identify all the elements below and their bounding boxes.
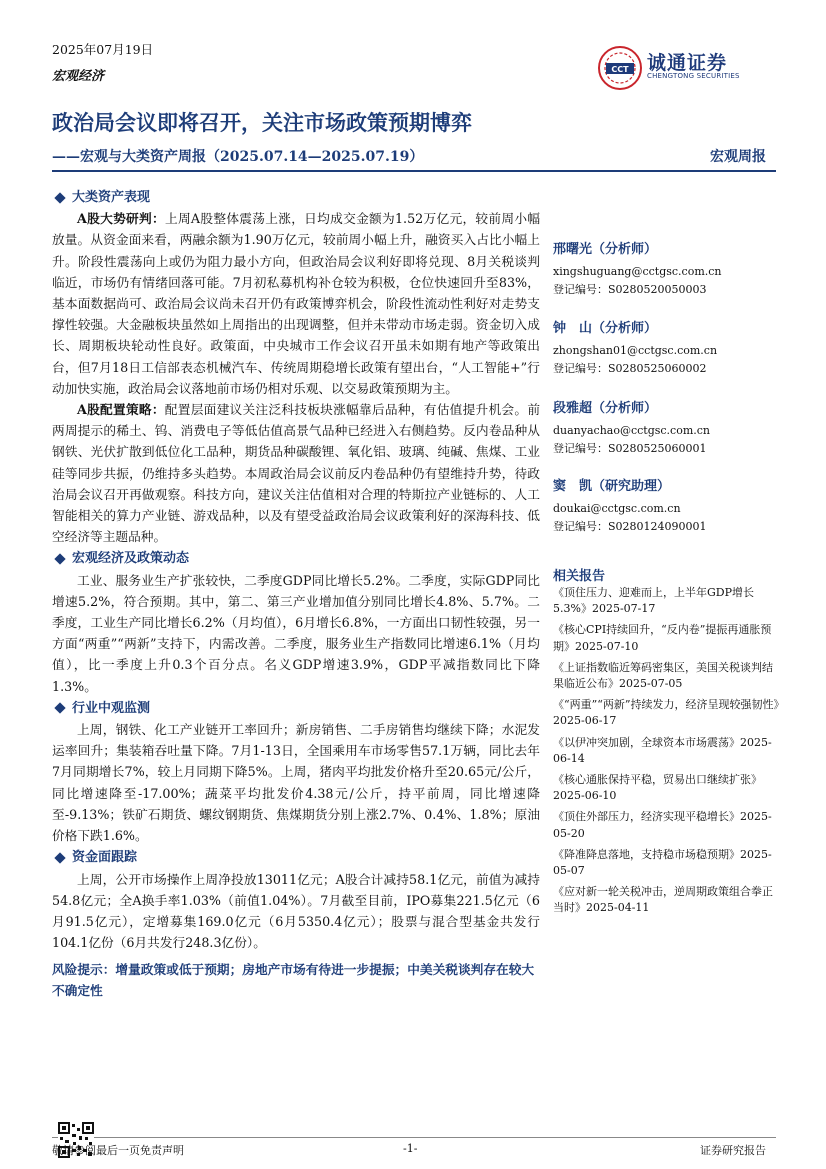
related-reports-list: [553, 585, 779, 922]
analyst-name: 段雅超（分析师）: [553, 401, 658, 416]
paragraph-lead: A股大势研判：: [77, 211, 165, 227]
analyst-registration: 登记编号：S0280520050003: [553, 283, 707, 296]
section-heading: 大类资产表现: [52, 187, 540, 208]
section-heading: 行业中观监测: [52, 698, 540, 719]
main-content: [52, 186, 540, 1001]
analyst-registration: 登记编号：S0280124090001: [553, 520, 707, 533]
analyst-card: [553, 400, 781, 458]
page-title: 政治局会议即将召开，关注市场政策预期博弈: [52, 110, 472, 135]
related-report-item[interactable]: 《上证指数临近筹码密集区，美国关税谈判结果临近公布》2025-07-05: [553, 660, 773, 691]
risk-warning: 风险提示：增量政策或低于预期；房地产市场有待进一步提振；中美关税谈判存在较大不确定性: [52, 962, 535, 999]
analyst-card: [553, 478, 781, 536]
page-number: -1-: [403, 1142, 418, 1155]
related-report-item[interactable]: 《顶住外部压力，经济实现平稳增长》2025-05-20: [553, 810, 772, 840]
related-report-item[interactable]: 《核心通胀保持平稳，贸易出口继续扩张》2025-06-10: [553, 773, 762, 803]
diamond-bullet-icon: [54, 192, 65, 203]
analyst-email[interactable]: duanyachao@cctgsc.com.cn: [553, 424, 711, 437]
analyst-registration: 登记编号：S0280525060002: [553, 362, 707, 375]
logo-badge: CCT: [611, 65, 629, 74]
paragraph: A股大势研判：上周A股整体震荡上涨，日均成交金额为1.52万亿元，较前周小幅放量。从资金面来看，两融余额为1.90万亿元，较前周小幅上升，融资买入占比小幅上升。阶段性震荡向上或仍为阻力最小方向，但政治局会议利好即将兑现、8月关税谈判临近，市场仍有情绪回落可能。7月初私募机构补仓较为积极，仓位快速回升至83%，基本面数据尚可、政治局会议尚未召开仍有政策博弈机会，阶段性流动性利好对走势支撑性较强。大金融板块虽然如上周指出的出现调整，但并未带动市场走弱。资金切入成长、周期板块轮动性良好。政策面，中央城市工作会议召开虽未如期有地产等政策出台，但7月18日工信部表态机械汽车、传统周期稳增长政策有望出台，“人工智能+”行动加快实施，政治局会议落地前市场仍相对乐观、以交易政策预期为主。: [52, 211, 541, 396]
footer-divider: [52, 1137, 776, 1138]
related-report-item[interactable]: 《降准降息落地，支持稳市场稳预期》2025-05-07: [553, 847, 772, 878]
related-report-item[interactable]: 《顶住压力、迎难而上，上半年GDP增长5.3%》2025-07-17: [553, 586, 755, 616]
company-name-en: CHENGTONG SECURITIES: [647, 72, 740, 80]
report-date: 2025年07月19日: [52, 42, 154, 57]
diamond-bullet-icon: [54, 852, 65, 863]
analyst-email[interactable]: zhongshan01@cctgsc.com.cn: [553, 344, 718, 357]
report-type: 宏观周报: [710, 149, 766, 165]
analyst-card: [553, 320, 781, 378]
analyst-name: 邢曙光（分析师）: [553, 242, 658, 257]
analyst-email[interactable]: doukai@cctgsc.com.cn: [553, 502, 681, 515]
analyst-card: [553, 241, 781, 299]
related-reports-title: 相关报告: [553, 569, 606, 584]
analyst-name: 钟 山（分析师）: [553, 321, 658, 336]
section-heading: 宏观经济及政策动态: [52, 548, 540, 569]
report-category: 宏观经济: [52, 69, 105, 84]
footer-report-label: 证券研究报告: [700, 1144, 766, 1157]
section-heading: 资金面跟踪: [52, 847, 540, 868]
paragraph: A股配置策略：配置层面建议关注泛科技板块涨幅靠后品种，有估值提升机会。前两周提示的稀土、钨、消费电子等低估值高景气品种已经进入右侧趋势。反内卷品种从钢铁、光伏扩散到低位化工品种，期货品种碳酸锂、氧化铝、玻璃、纯碱、焦煤、工业硅等同步共振，仍维持多头趋势。本周政治局会议前反内卷品种仍有望维持升势，待政治局会议召开再做观察。科技方向，建议关注估值相对合理的特斯拉产业链标的、人工智能相关的算力产业链、游戏品种，以及有望受益政治局会议政策利好的深海科技、低空经济等主题品种。: [52, 402, 541, 545]
diamond-bullet-icon: [54, 703, 65, 714]
page-subtitle: ——宏观与大类资产周报（2025.07.14—2025.07.19）: [52, 149, 424, 165]
related-report-item[interactable]: 《“两重”“两新”持续发力，经济呈现较强韧性》2025-06-17: [553, 698, 779, 728]
analyst-name: 窦 凯（研究助理）: [553, 479, 671, 494]
disclaimer-note: 敬请参阅最后一页免责声明: [52, 1144, 184, 1157]
analyst-registration: 登记编号：S0280525060001: [553, 442, 707, 455]
analyst-email[interactable]: xingshuguang@cctgsc.com.cn: [553, 265, 722, 278]
paragraph: 上周，公开市场操作上周净投放13011亿元；A股合计减持58.1亿元，前值为减持54.8亿元；全A换手率1.03%（前值1.04%）。7月截至目前，IPO募集221.5亿元（6月91.5亿元），定增募集169.0亿元（6月5350.4亿元）；股票与混合型基金共发行104.1亿份（6月共发行248.3亿份）。: [52, 871, 540, 951]
header-divider: [52, 170, 776, 172]
diamond-bullet-icon: [54, 553, 65, 564]
company-logo-icon: [596, 44, 644, 92]
related-report-item[interactable]: 《以伊冲突加剧，全球资本市场震荡》2025-06-14: [553, 735, 772, 765]
related-report-item[interactable]: 《应对新一轮关税冲击，逆周期政策组合拳正当时》2025-04-11: [553, 885, 773, 915]
paragraph-lead: A股配置策略：: [77, 402, 165, 418]
company-name: 诚通证券: [647, 52, 728, 74]
paragraph: 工业、服务业生产扩张较快，二季度GDP同比增长5.2%。二季度，实际GDP同比增速5.2%，符合预期。其中，第二、第三产业增加值分别同比增长4.8%、5.7%。二季度，工业生产同比增长6.2%（月均值），6月增长6.8%，一方面出口韧性较强，另一方面“两重”“两新”支持下，内需改善。二季度，服务业生产指数同比增速6.1%（月均值），比一季度上升0.3个百分点。名义GDP增速3.9%，GDP平减指数同比下降1.3%。: [52, 572, 540, 694]
related-report-item[interactable]: 《核心CPI持续回升，“反内卷”提振再通胀预期》2025-07-10: [553, 623, 772, 653]
paragraph: 上周，钢铁、化工产业链开工率回升；新房销售、二手房销售均继续下降；水泥发运率回升；集装箱吞吐量下降。7月1-13日，全国乘用车市场零售57.1万辆，同比去年7月同期增长7%，较上月同期下降5%。上周，猪肉平均批发价格升至20.65元/公斤，同比增速降至-17.00%；蔬菜平均批发价4.38元/公斤，持平前周，同比增速降至-9.13%；铁矿石期货、螺纹钢期货、焦煤期货分别上涨2.7%、0.4%、1.8%；原油价格下跌1.6%。: [52, 722, 540, 844]
